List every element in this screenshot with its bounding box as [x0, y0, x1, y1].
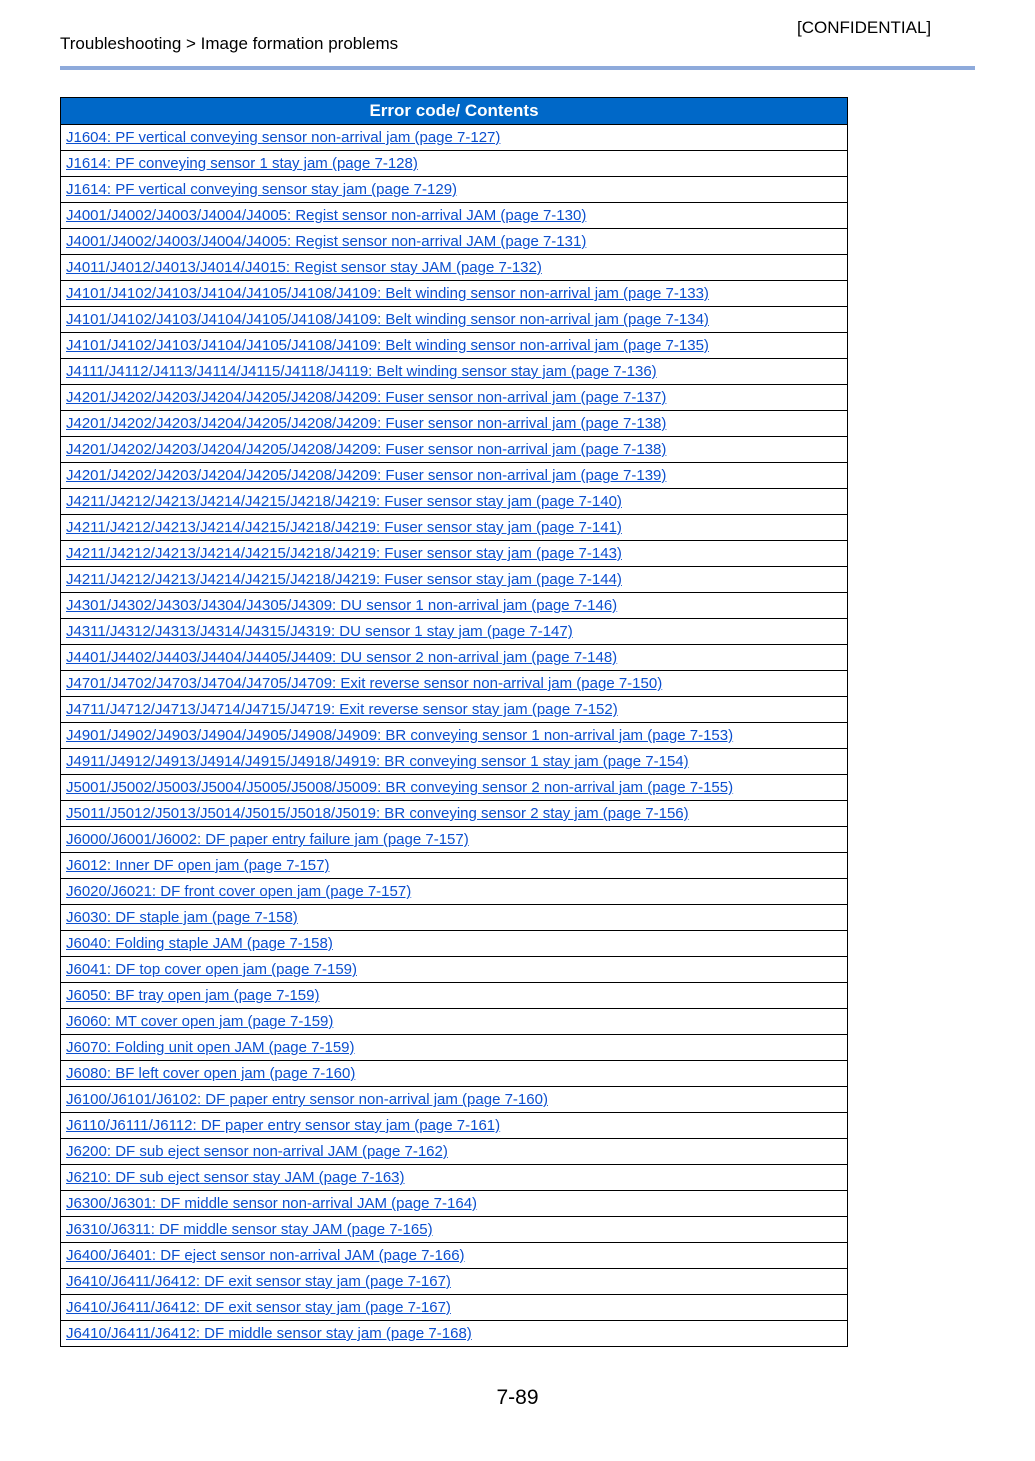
table-row	[61, 1165, 848, 1191]
table-cell	[61, 125, 848, 151]
error-code-link[interactable]: J6200: DF sub eject sensor non-arrival JAM (page 7-162)	[66, 1143, 448, 1160]
error-code-link[interactable]: J4911/J4912/J4913/J4914/J4915/J4918/J4919: BR conveying sensor 1 stay jam (page 7-154)	[66, 753, 689, 770]
table-row	[61, 1009, 848, 1035]
error-code-link[interactable]: J6410/J6411/J6412: DF exit sensor stay jam (page 7-167)	[66, 1273, 451, 1290]
table-cell	[61, 515, 848, 541]
table-cell	[61, 1035, 848, 1061]
table-cell	[61, 567, 848, 593]
table-row	[61, 463, 848, 489]
table-cell	[61, 1165, 848, 1191]
error-code-link[interactable]: J5001/J5002/J5003/J5004/J5005/J5008/J5009: BR conveying sensor 2 non-arrival jam (page 7-155)	[66, 779, 734, 796]
error-code-table-container	[60, 97, 848, 1347]
table-cell	[61, 1139, 848, 1165]
table-row	[61, 541, 848, 567]
confidential-label: [CONFIDENTIAL]	[797, 18, 932, 37]
table-cell	[61, 151, 848, 177]
error-code-link[interactable]: J4201/J4202/J4203/J4204/J4205/J4208/J4209: Fuser sensor non-arrival jam (page 7-139)	[66, 467, 667, 484]
error-code-link[interactable]: J6000/J6001/J6002: DF paper entry failure jam (page 7-157)	[66, 831, 469, 848]
table-cell	[61, 385, 848, 411]
error-code-link[interactable]: J4711/J4712/J4713/J4714/J4715/J4719: Exit reverse sensor stay jam (page 7-152)	[66, 701, 618, 718]
table-cell	[61, 1243, 848, 1269]
table-cell	[61, 489, 848, 515]
error-code-link[interactable]: J4211/J4212/J4213/J4214/J4215/J4218/J4219: Fuser sensor stay jam (page 7-140)	[66, 493, 622, 510]
error-code-link[interactable]: J4311/J4312/J4313/J4314/J4315/J4319: DU sensor 1 stay jam (page 7-147)	[66, 623, 573, 640]
error-code-link[interactable]: J4201/J4202/J4203/J4204/J4205/J4208/J4209: Fuser sensor non-arrival jam (page 7-137)	[66, 389, 667, 406]
table-cell	[61, 1217, 848, 1243]
table-row	[61, 723, 848, 749]
table-cell	[61, 229, 848, 255]
error-code-link[interactable]: J6030: DF staple jam (page 7-158)	[66, 909, 298, 926]
table-cell	[61, 723, 848, 749]
table-row	[61, 1295, 848, 1321]
table-cell	[61, 307, 848, 333]
table-row	[61, 593, 848, 619]
table-row	[61, 749, 848, 775]
table-cell	[61, 1061, 848, 1087]
error-code-link[interactable]: J6060: MT cover open jam (page 7-159)	[66, 1013, 334, 1030]
table-row	[61, 697, 848, 723]
table-cell	[61, 931, 848, 957]
table-row	[61, 645, 848, 671]
header-divider	[60, 66, 975, 70]
table-row	[61, 619, 848, 645]
error-code-link[interactable]: J6400/J6401: DF eject sensor non-arrival JAM (page 7-166)	[66, 1247, 465, 1264]
error-code-link[interactable]: J6300/J6301: DF middle sensor non-arrival JAM (page 7-164)	[66, 1195, 478, 1212]
table-header-cell: Error code/ Contents	[61, 98, 848, 125]
table-row	[61, 515, 848, 541]
table-row	[61, 1139, 848, 1165]
error-code-link[interactable]: J4211/J4212/J4213/J4214/J4215/J4218/J4219: Fuser sensor stay jam (page 7-141)	[66, 519, 622, 536]
table-cell	[61, 1269, 848, 1295]
table-cell	[61, 177, 848, 203]
table-cell	[61, 463, 848, 489]
error-code-link[interactable]: J4701/J4702/J4703/J4704/J4705/J4709: Exit reverse sensor non-arrival jam (page 7-150)	[66, 675, 663, 692]
table-row	[61, 229, 848, 255]
table-row	[61, 1113, 848, 1139]
table-cell	[61, 619, 848, 645]
table-row	[61, 1035, 848, 1061]
table-row	[61, 879, 848, 905]
table-cell	[61, 983, 848, 1009]
table-cell	[61, 1113, 848, 1139]
table-cell	[61, 775, 848, 801]
error-code-link[interactable]: J5011/J5012/J5013/J5014/J5015/J5018/J5019: BR conveying sensor 2 stay jam (page 7-156)	[66, 805, 689, 822]
breadcrumb: Troubleshooting > Image formation problems	[60, 34, 399, 53]
table-row	[61, 281, 848, 307]
table-row	[61, 1243, 848, 1269]
table-row	[61, 983, 848, 1009]
table-row	[61, 307, 848, 333]
error-code-link[interactable]: J4401/J4402/J4403/J4404/J4405/J4409: DU sensor 2 non-arrival jam (page 7-148)	[66, 649, 618, 666]
table-row	[61, 255, 848, 281]
table-cell	[61, 827, 848, 853]
table-cell	[61, 853, 848, 879]
table-row	[61, 359, 848, 385]
table-row	[61, 385, 848, 411]
table-cell	[61, 1009, 848, 1035]
error-code-link[interactable]: J4201/J4202/J4203/J4204/J4205/J4208/J4209: Fuser sensor non-arrival jam (page 7-138)	[66, 415, 667, 432]
error-code-link[interactable]: J4101/J4102/J4103/J4104/J4105/J4108/J4109: Belt winding sensor non-arrival jam (page 7-135)	[66, 337, 709, 354]
error-code-link[interactable]: J4201/J4202/J4203/J4204/J4205/J4208/J4209: Fuser sensor non-arrival jam (page 7-138)	[66, 441, 667, 458]
error-code-link[interactable]: J1614: PF vertical conveying sensor stay jam (page 7-129)	[66, 181, 458, 198]
table-row	[61, 827, 848, 853]
table-cell	[61, 255, 848, 281]
error-code-table	[60, 97, 848, 1347]
table-cell	[61, 1191, 848, 1217]
table-cell	[61, 697, 848, 723]
table-row	[61, 567, 848, 593]
table-cell	[61, 541, 848, 567]
table-header-row	[61, 98, 848, 125]
table-cell	[61, 593, 848, 619]
table-cell	[61, 1087, 848, 1113]
error-code-link[interactable]: J4111/J4112/J4113/J4114/J4115/J4118/J4119: Belt winding sensor stay jam (page 7-136)	[66, 363, 657, 380]
error-code-link[interactable]: J4301/J4302/J4303/J4304/J4305/J4309: DU sensor 1 non-arrival jam (page 7-146)	[66, 597, 618, 614]
table-cell	[61, 411, 848, 437]
table-cell	[61, 359, 848, 385]
error-code-link[interactable]: J6100/J6101/J6102: DF paper entry sensor non-arrival jam (page 7-160)	[66, 1091, 548, 1108]
table-row	[61, 437, 848, 463]
error-code-link[interactable]: J6210: DF sub eject sensor stay JAM (page 7-163)	[66, 1169, 405, 1186]
error-code-link[interactable]: J4101/J4102/J4103/J4104/J4105/J4108/J4109: Belt winding sensor non-arrival jam (page 7-134)	[66, 311, 709, 328]
table-cell	[61, 203, 848, 229]
error-code-link[interactable]: J4211/J4212/J4213/J4214/J4215/J4218/J4219: Fuser sensor stay jam (page 7-143)	[66, 545, 622, 562]
table-cell	[61, 333, 848, 359]
error-code-link[interactable]: J4101/J4102/J4103/J4104/J4105/J4108/J4109: Belt winding sensor non-arrival jam (page 7-133)	[66, 285, 709, 302]
table-cell	[61, 645, 848, 671]
error-code-link[interactable]: J6410/J6411/J6412: DF middle sensor stay jam (page 7-168)	[66, 1325, 472, 1342]
error-code-link[interactable]: J6310/J6311: DF middle sensor stay JAM (page 7-165)	[66, 1221, 433, 1238]
table-cell	[61, 749, 848, 775]
error-code-link[interactable]: J4211/J4212/J4213/J4214/J4215/J4218/J4219: Fuser sensor stay jam (page 7-144)	[66, 571, 622, 588]
error-code-link[interactable]: J6040: Folding staple JAM (page 7-158)	[66, 935, 333, 952]
table-row	[61, 1217, 848, 1243]
table-row	[61, 489, 848, 515]
table-row	[61, 1269, 848, 1295]
error-code-link[interactable]: J6020/J6021: DF front cover open jam (page 7-157)	[66, 883, 412, 900]
error-code-link[interactable]: J6012: Inner DF open jam (page 7-157)	[66, 857, 330, 874]
table-row	[61, 801, 848, 827]
table-row	[61, 151, 848, 177]
table-row	[61, 333, 848, 359]
table-row	[61, 1191, 848, 1217]
table-cell	[61, 1321, 848, 1347]
table-row	[61, 853, 848, 879]
table-cell	[61, 905, 848, 931]
table-cell	[61, 801, 848, 827]
error-code-link[interactable]: J6070: Folding unit open JAM (page 7-159)	[66, 1039, 355, 1056]
table-row	[61, 1321, 848, 1347]
table-row	[61, 931, 848, 957]
table-cell	[61, 1295, 848, 1321]
error-code-link[interactable]: J1614: PF conveying sensor 1 stay jam (page 7-128)	[66, 155, 418, 172]
table-cell	[61, 281, 848, 307]
table-row	[61, 1061, 848, 1087]
table-row	[61, 1087, 848, 1113]
table-row	[61, 671, 848, 697]
error-code-link[interactable]: J6041: DF top cover open jam (page 7-159)	[66, 961, 357, 978]
error-code-link[interactable]: J6080: BF left cover open jam (page 7-160)	[66, 1065, 356, 1082]
error-code-link[interactable]: J4001/J4002/J4003/J4004/J4005: Regist sensor non-arrival JAM (page 7-131)	[66, 233, 587, 250]
error-code-link[interactable]: J6110/J6111/J6112: DF paper entry sensor stay jam (page 7-161)	[66, 1117, 501, 1134]
error-code-link[interactable]: J4901/J4902/J4903/J4904/J4905/J4908/J4909: BR conveying sensor 1 non-arrival jam (page 7-153)	[66, 727, 734, 744]
table-row	[61, 411, 848, 437]
table-row	[61, 177, 848, 203]
error-code-link[interactable]: J4011/J4012/J4013/J4014/J4015: Regist sensor stay JAM (page 7-132)	[66, 259, 542, 276]
table-cell	[61, 671, 848, 697]
table-row	[61, 125, 848, 151]
error-code-link[interactable]: J6050: BF tray open jam (page 7-159)	[66, 987, 320, 1004]
table-body	[61, 125, 848, 1347]
error-code-link[interactable]: J6410/J6411/J6412: DF exit sensor stay jam (page 7-167)	[66, 1299, 451, 1316]
error-code-link[interactable]: J1604: PF vertical conveying sensor non-arrival jam (page 7-127)	[66, 129, 501, 146]
table-cell	[61, 879, 848, 905]
table-row	[61, 957, 848, 983]
page-number: 7-89	[496, 1386, 539, 1409]
table-row	[61, 905, 848, 931]
table-row	[61, 775, 848, 801]
table-cell	[61, 957, 848, 983]
table-row	[61, 203, 848, 229]
error-code-link[interactable]: J4001/J4002/J4003/J4004/J4005: Regist sensor non-arrival JAM (page 7-130)	[66, 207, 587, 224]
table-cell	[61, 437, 848, 463]
